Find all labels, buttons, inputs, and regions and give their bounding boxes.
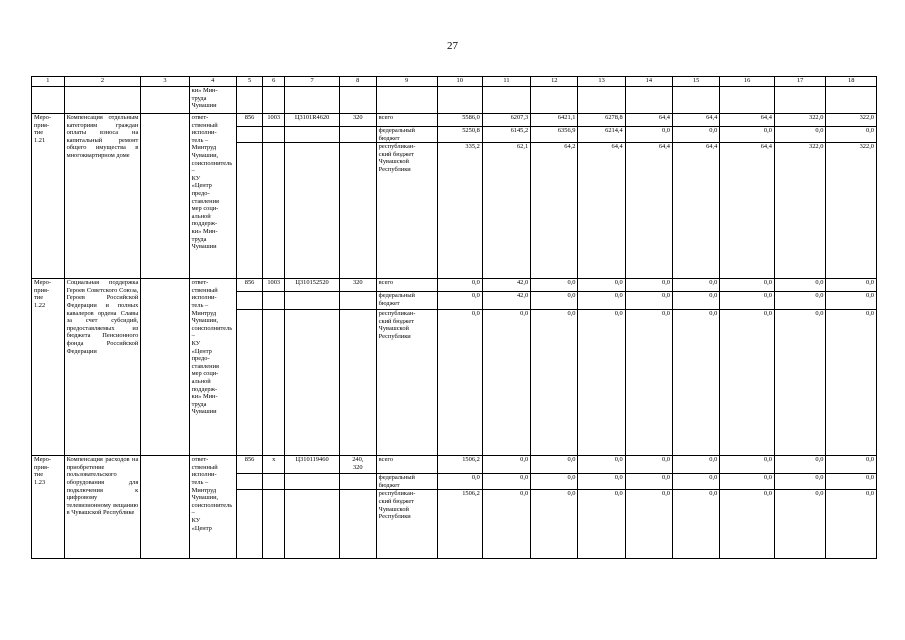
amount-cell: 322,0 [826,143,877,279]
empty-cell [263,490,285,559]
amount-cell: 0,0 [625,456,672,474]
amount-cell: 0,0 [625,292,672,310]
grbs-code: 856 [236,279,262,292]
amount-cell: 0,0 [826,292,877,310]
empty-cell [263,127,285,143]
empty-cell [625,87,672,114]
empty-cell [141,114,189,279]
funding-source: республикан- ский бюджет Чувашской Республики [376,490,437,559]
amount-cell: 0,0 [720,127,775,143]
vr-code: 320 [339,114,376,127]
amount-cell: 64,4 [625,114,672,127]
amount-cell: 0,0 [826,490,877,559]
table-row [32,279,877,292]
amount-cell: 6207,3 [482,114,530,127]
amount-cell: 64,2 [531,143,578,279]
measure-code: Меро- прия- тие 1.21 [32,114,65,279]
empty-cell [285,490,340,559]
header-cell: 8 [339,77,376,87]
rz-code: 1003 [263,279,285,292]
empty-cell [339,87,376,114]
amount-cell: 0,0 [531,279,578,292]
empty-cell [285,127,340,143]
amount-cell: 0,0 [625,127,672,143]
amount-cell: 322,0 [826,114,877,127]
amount-cell: 0,0 [578,456,625,474]
empty-cell [263,143,285,279]
amount-cell: 0,0 [673,310,720,456]
amount-cell: 0,0 [826,279,877,292]
empty-cell [236,87,262,114]
funding-source: республикан- ский бюджет Чувашской Республики [376,310,437,456]
amount-cell: 0,0 [531,490,578,559]
header-cell: 3 [141,77,189,87]
amount-cell: 0,0 [482,310,530,456]
amount-cell: 6421,1 [531,114,578,127]
amount-cell: 0,0 [774,279,825,292]
header-cell: 6 [263,77,285,87]
amount-cell: 0,0 [673,127,720,143]
table-row [32,114,877,127]
amount-cell: 1506,2 [437,456,482,474]
empty-cell [339,490,376,559]
empty-cell [482,87,530,114]
funding-source: республикан- ский бюджет Чувашской Республики [376,143,437,279]
empty-cell [285,87,340,114]
amount-cell: 0,0 [826,474,877,490]
funding-source: федеральный бюджет [376,292,437,310]
amount-cell: 0,0 [673,474,720,490]
amount-cell: 64,4 [720,114,775,127]
csr-code: Ц310119460 [285,456,340,474]
amount-cell: 5586,0 [437,114,482,127]
amount-cell: 0,0 [720,456,775,474]
csr-code: Ц3101R4620 [285,114,340,127]
amount-cell: 0,0 [437,310,482,456]
amount-cell: 0,0 [531,456,578,474]
amount-cell: 64,4 [673,143,720,279]
csr-code: Ц310152520 [285,279,340,292]
empty-cell [236,490,262,559]
header-cell: 16 [720,77,775,87]
empty-cell [236,292,262,310]
amount-cell: 0,0 [774,474,825,490]
empty-cell [531,87,578,114]
amount-cell: 0,0 [437,292,482,310]
amount-cell: 0,0 [578,292,625,310]
header-cell: 5 [236,77,262,87]
amount-cell: 6145,2 [482,127,530,143]
empty-cell [285,310,340,456]
amount-cell: 0,0 [774,456,825,474]
amount-cell: 0,0 [673,292,720,310]
empty-cell [236,474,262,490]
table-row [32,87,877,114]
empty-cell [285,292,340,310]
amount-cell: 335,2 [437,143,482,279]
empty-cell [339,143,376,279]
amount-cell: 64,4 [673,114,720,127]
amount-cell: 5250,8 [437,127,482,143]
executor-cell: ответ- ственный исполни- тель – Минтруд Чувашии, соисполнитель – КУ «Центр [189,456,236,559]
amount-cell: 0,0 [482,474,530,490]
header-cell: 18 [826,77,877,87]
amount-cell: 0,0 [720,310,775,456]
header-cell: 15 [673,77,720,87]
amount-cell: 42,0 [482,279,530,292]
empty-cell [339,127,376,143]
measure-name: Социальная поддержка Героев Советского Союза, Героев Российской Федерации и полных кавалеров ордена Славы за счет субсидий, предоставляемых из бюджета Пенсионного фонда Российской Федерации [64,279,141,456]
empty-cell [64,87,141,114]
amount-cell: 0,0 [531,474,578,490]
amount-cell: 322,0 [774,114,825,127]
empty-cell [141,87,189,114]
empty-cell [263,310,285,456]
amount-cell: 0,0 [774,292,825,310]
empty-cell [236,310,262,456]
amount-cell: 0,0 [826,127,877,143]
funding-source: федеральный бюджет [376,127,437,143]
amount-cell: 0,0 [578,490,625,559]
funding-source: федеральный бюджет [376,474,437,490]
empty-cell [32,87,65,114]
amount-cell: 0,0 [437,279,482,292]
amount-cell: 0,0 [437,474,482,490]
vr-code: 240, 320 [339,456,376,474]
grbs-code: 856 [236,456,262,474]
funding-source: всего [376,456,437,474]
amount-cell: 0,0 [720,292,775,310]
header-cell: 11 [482,77,530,87]
amount-cell: 0,0 [826,310,877,456]
rz-code: х [263,456,285,474]
empty-cell [826,87,877,114]
amount-cell: 0,0 [720,474,775,490]
page-number: 27 [447,40,458,52]
rz-code: 1003 [263,114,285,127]
amount-cell: 0,0 [720,279,775,292]
empty-cell [263,474,285,490]
amount-cell: 0,0 [625,310,672,456]
amount-cell: 0,0 [531,292,578,310]
header-cell: 1 [32,77,65,87]
header-cell: 17 [774,77,825,87]
amount-cell: 0,0 [578,310,625,456]
empty-cell [263,87,285,114]
amount-cell: 0,0 [531,310,578,456]
amount-cell: 0,0 [673,456,720,474]
empty-cell [437,87,482,114]
amount-cell: 1506,2 [437,490,482,559]
header-cell: 7 [285,77,340,87]
header-cell: 13 [578,77,625,87]
amount-cell: 64,4 [720,143,775,279]
header-cell: 14 [625,77,672,87]
empty-cell [339,310,376,456]
amount-cell: 0,0 [578,474,625,490]
amount-cell: 6214,4 [578,127,625,143]
amount-cell: 64,4 [578,143,625,279]
empty-cell [376,87,437,114]
header-cell: 9 [376,77,437,87]
amount-cell: 0,0 [625,474,672,490]
executor-cell: ки» Мин- труда Чувашии [189,87,236,114]
amount-cell: 0,0 [482,456,530,474]
empty-cell [774,87,825,114]
empty-cell [339,292,376,310]
amount-cell: 0,0 [625,490,672,559]
header-cell: 12 [531,77,578,87]
executor-cell: ответ- ственный исполни- тель – Минтруд Чувашии, соисполнитель – КУ «Центр предо- ставления мер соци- альной поддерж- ки» Мин- труда Чувашии [189,114,236,279]
empty-cell [263,292,285,310]
amount-cell: 0,0 [774,490,825,559]
grbs-code: 856 [236,114,262,127]
empty-cell [673,87,720,114]
empty-cell [236,127,262,143]
vr-code: 320 [339,279,376,292]
amount-cell: 62,1 [482,143,530,279]
header-cell: 10 [437,77,482,87]
amount-cell: 0,0 [673,490,720,559]
amount-cell: 0,0 [774,127,825,143]
empty-cell [141,279,189,456]
amount-cell: 6356,9 [531,127,578,143]
measure-name: Компенсация расходов на приобретение пользовательского оборудования для подключения к цифровому телевизионному вещанию в Чувашской Республике [64,456,141,559]
empty-cell [339,474,376,490]
amount-cell: 42,0 [482,292,530,310]
empty-cell [285,474,340,490]
amount-cell: 64,4 [625,143,672,279]
amount-cell: 6278,8 [578,114,625,127]
empty-cell [720,87,775,114]
empty-cell [141,456,189,559]
executor-cell: ответ- ственный исполни- тель – Минтруд Чувашии, соисполнитель – КУ «Центр предо- ставления мер соци- альной поддерж- ки» Мин- труда Чувашии [189,279,236,456]
empty-cell [285,143,340,279]
header-cell: 4 [189,77,236,87]
empty-cell [236,143,262,279]
empty-cell [578,87,625,114]
measure-code: Меро- прия- тие 1.22 [32,279,65,456]
program-table [31,76,877,559]
amount-cell: 322,0 [774,143,825,279]
measure-code: Меро- прия- тие 1.23 [32,456,65,559]
amount-cell: 0,0 [720,490,775,559]
header-cell: 2 [64,77,141,87]
funding-source: всего [376,114,437,127]
amount-cell: 0,0 [673,279,720,292]
measure-name: Компенсация отдельным категориям граждан оплаты взноса на капитальный ремонт общего имущества в многоквартирном доме [64,114,141,279]
amount-cell: 0,0 [826,456,877,474]
amount-cell: 0,0 [774,310,825,456]
table-row [32,456,877,474]
amount-cell: 0,0 [482,490,530,559]
funding-source: всего [376,279,437,292]
amount-cell: 0,0 [578,279,625,292]
header-row [32,77,877,87]
amount-cell: 0,0 [625,279,672,292]
